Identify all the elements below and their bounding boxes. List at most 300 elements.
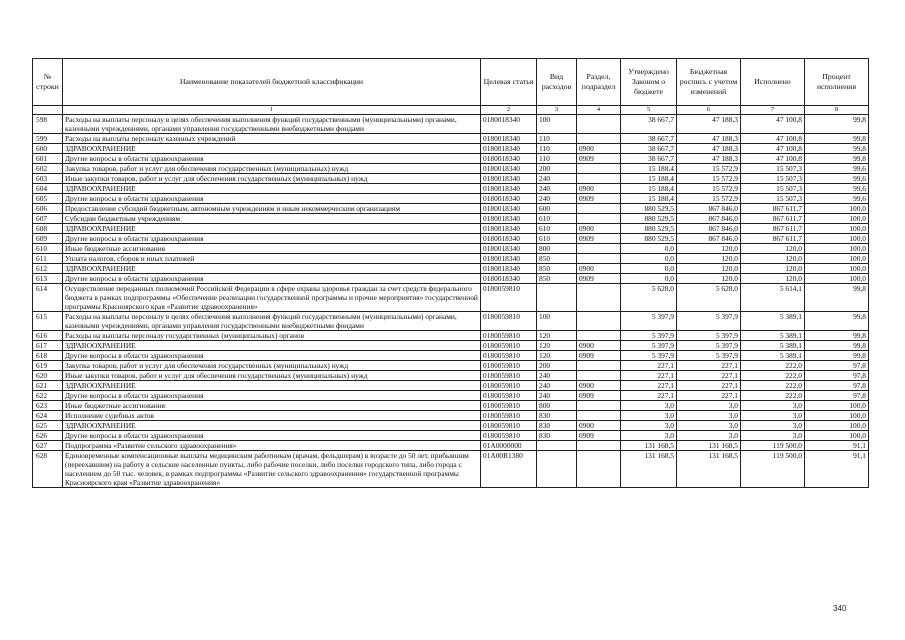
name-cell: Расходы на выплаты персоналу в целях обеспечения выполнения функций государственными (муниципальными) органами, казенными учреждениями, органами управления государственными внебюджетными фондами — [63, 312, 481, 331]
section-cell — [577, 361, 621, 371]
name-cell: Иные закупки товаров, работ и услуг для обеспечения государственных (муниципальных) нужд — [63, 371, 481, 381]
percent-cell: 100,0 — [805, 421, 869, 431]
approved-cell: 5 628,0 — [621, 284, 677, 312]
row-number-cell: 619 — [33, 361, 63, 371]
budget-list-cell: 120,0 — [677, 264, 741, 274]
section-cell — [577, 284, 621, 312]
expense-type-cell: 110 — [537, 154, 577, 164]
name-cell: Уплата налогов, сборов и иных платежей — [63, 254, 481, 264]
expense-type-cell: 240 — [537, 381, 577, 391]
budget-list-cell: 47 188,3 — [677, 144, 741, 154]
row-number-cell: 628 — [33, 451, 63, 488]
approved-cell: 38 667,7 — [621, 115, 677, 134]
budget-list-cell: 3,0 — [677, 401, 741, 411]
row-number-cell: 617 — [33, 341, 63, 351]
name-cell: ЗДРАВООХРАНЕНИЕ — [63, 381, 481, 391]
expense-type-cell — [537, 451, 577, 488]
table-row — [33, 312, 869, 331]
name-cell: Другие вопросы в области здравоохранения — [63, 351, 481, 361]
name-cell: Осуществление переданных полномочий Российской Федерации в сфере охраны здоровья граждан за счет средств федерального бюджета в рамках подпрограммы «Обеспечение реализации государственной программы и прочие мероприятия» государственной программы Красноярского края «Развитие здравоохранения» — [63, 284, 481, 312]
table-row — [33, 184, 869, 194]
budget-list-cell: 47 188,3 — [677, 115, 741, 134]
name-cell: Расходы на выплаты персоналу государственных (муниципальных) органов — [63, 331, 481, 341]
header-row — [33, 59, 869, 106]
row-number-cell: 613 — [33, 274, 63, 284]
percent-cell: 97,8 — [805, 361, 869, 371]
executed-cell: 867 611,7 — [741, 234, 805, 244]
section-cell: 0900 — [577, 381, 621, 391]
executed-cell: 15 507,3 — [741, 194, 805, 204]
table-row — [33, 234, 869, 244]
col-number: 2 — [481, 106, 537, 115]
table-row — [33, 391, 869, 401]
target-article-cell: 0180018340 — [481, 254, 537, 264]
approved-cell: 15 188,4 — [621, 184, 677, 194]
expense-type-cell: 800 — [537, 401, 577, 411]
table-row — [33, 341, 869, 351]
approved-cell: 131 168,5 — [621, 451, 677, 488]
expense-type-cell: 830 — [537, 411, 577, 421]
table-row — [33, 194, 869, 204]
expense-type-cell: 800 — [537, 244, 577, 254]
target-article-cell: 0180018340 — [481, 154, 537, 164]
expense-type-cell: 610 — [537, 214, 577, 224]
col-number: 8 — [805, 106, 869, 115]
table-body — [33, 115, 869, 488]
expense-type-cell: 200 — [537, 164, 577, 174]
percent-cell: 100,0 — [805, 234, 869, 244]
row-number-cell: 623 — [33, 401, 63, 411]
executed-cell: 222,0 — [741, 361, 805, 371]
column-number-row — [33, 106, 869, 115]
col-header-target-article: Целевая статья — [481, 59, 537, 106]
row-number-cell: 598 — [33, 115, 63, 134]
row-number-cell: 611 — [33, 254, 63, 264]
section-cell: 0909 — [577, 431, 621, 441]
table-row — [33, 244, 869, 254]
section-cell — [577, 312, 621, 331]
percent-cell: 100,0 — [805, 401, 869, 411]
table-row — [33, 134, 869, 144]
executed-cell: 15 507,3 — [741, 164, 805, 174]
section-cell — [577, 164, 621, 174]
table-row — [33, 421, 869, 431]
col-number: 3 — [537, 106, 577, 115]
executed-cell: 47 100,8 — [741, 115, 805, 134]
budget-list-cell: 120,0 — [677, 244, 741, 254]
percent-cell: 99,8 — [805, 115, 869, 134]
executed-cell: 15 507,3 — [741, 184, 805, 194]
name-cell: Иные закупки товаров, работ и услуг для обеспечения государственных (муниципальных) нужд — [63, 174, 481, 184]
budget-list-cell: 227,1 — [677, 371, 741, 381]
executed-cell: 15 507,3 — [741, 174, 805, 184]
col-number — [33, 106, 63, 115]
expense-type-cell: 240 — [537, 371, 577, 381]
col-header-executed: Исполнено — [741, 59, 805, 106]
table-row — [33, 351, 869, 361]
budget-list-cell: 47 188,3 — [677, 154, 741, 164]
name-cell: Единовременные компенсационные выплаты медицинским работникам (врачам, фельдшерам) в возрасте до 50 лет, прибывшим (переехавшим) на работу в сельские населенные пункты, либо рабочие поселки, либо поселки городского типа, либо города с населением до 50 тыс. человек, в рамках подпрограммы «Развитие сельского здравоохранения» государственной программы Красноярского края «Развитие здравоохранения» — [63, 451, 481, 488]
budget-list-cell: 15 572,9 — [677, 164, 741, 174]
target-article-cell: 0180018340 — [481, 134, 537, 144]
percent-cell: 97,8 — [805, 371, 869, 381]
budget-report-sheet — [32, 58, 868, 488]
percent-cell: 99,8 — [805, 312, 869, 331]
section-cell — [577, 254, 621, 264]
expense-type-cell: 610 — [537, 224, 577, 234]
expense-type-cell: 850 — [537, 274, 577, 284]
approved-cell: 5 397,9 — [621, 351, 677, 361]
percent-cell: 99,8 — [805, 144, 869, 154]
table-row — [33, 331, 869, 341]
expense-type-cell: 110 — [537, 134, 577, 144]
col-number: 7 — [741, 106, 805, 115]
table-row — [33, 115, 869, 134]
section-cell — [577, 204, 621, 214]
name-cell: Другие вопросы в области здравоохранения — [63, 274, 481, 284]
expense-type-cell: 600 — [537, 204, 577, 214]
target-article-cell: 0180059810 — [481, 371, 537, 381]
expense-type-cell: 610 — [537, 234, 577, 244]
name-cell: Закупка товаров, работ и услуг для обеспечения государственных (муниципальных) нужд — [63, 164, 481, 174]
executed-cell: 5 389,1 — [741, 351, 805, 361]
budget-list-cell: 867 846,0 — [677, 224, 741, 234]
row-number-cell: 621 — [33, 381, 63, 391]
approved-cell: 880 529,5 — [621, 214, 677, 224]
row-number-cell: 600 — [33, 144, 63, 154]
name-cell: Иные бюджетные ассигнования — [63, 244, 481, 254]
target-article-cell: 0180059810 — [481, 381, 537, 391]
row-number-cell: 610 — [33, 244, 63, 254]
section-cell — [577, 244, 621, 254]
name-cell: Закупка товаров, работ и услуг для обеспечения государственных (муниципальных) нужд — [63, 361, 481, 371]
approved-cell: 38 667,7 — [621, 154, 677, 164]
percent-cell: 99,6 — [805, 174, 869, 184]
target-article-cell: 0180059810 — [481, 351, 537, 361]
row-number-cell: 602 — [33, 164, 63, 174]
target-article-cell: 0180018340 — [481, 204, 537, 214]
executed-cell: 120,0 — [741, 274, 805, 284]
table-row — [33, 214, 869, 224]
budget-list-cell: 131 168,5 — [677, 441, 741, 451]
target-article-cell: 0180059810 — [481, 361, 537, 371]
budget-list-cell: 15 572,9 — [677, 174, 741, 184]
executed-cell: 120,0 — [741, 244, 805, 254]
approved-cell: 880 529,5 — [621, 224, 677, 234]
table-row — [33, 284, 869, 312]
table-row — [33, 224, 869, 234]
section-cell — [577, 371, 621, 381]
target-article-cell: 0180059810 — [481, 312, 537, 331]
budget-list-cell: 5 397,9 — [677, 341, 741, 351]
row-number-cell: 624 — [33, 411, 63, 421]
row-number-cell: 612 — [33, 264, 63, 274]
target-article-cell: 0180018340 — [481, 194, 537, 204]
section-cell: 0900 — [577, 184, 621, 194]
name-cell: Другие вопросы в области здравоохранения — [63, 431, 481, 441]
name-cell: Другие вопросы в области здравоохранения — [63, 234, 481, 244]
col-header-expense-type: Вид расходов — [537, 59, 577, 106]
row-number-cell: 609 — [33, 234, 63, 244]
table-row — [33, 411, 869, 421]
percent-cell: 100,0 — [805, 254, 869, 264]
target-article-cell: 0180018340 — [481, 264, 537, 274]
table-row — [33, 254, 869, 264]
budget-list-cell: 3,0 — [677, 421, 741, 431]
section-cell: 0900 — [577, 421, 621, 431]
table-row — [33, 361, 869, 371]
row-number-cell: 599 — [33, 134, 63, 144]
name-cell: ЗДРАВООХРАНЕНИЕ — [63, 341, 481, 351]
approved-cell: 15 188,4 — [621, 194, 677, 204]
target-article-cell: 0180018340 — [481, 274, 537, 284]
approved-cell: 3,0 — [621, 401, 677, 411]
section-cell: 0909 — [577, 154, 621, 164]
table-row — [33, 144, 869, 154]
executed-cell: 5 389,1 — [741, 341, 805, 351]
section-cell: 0900 — [577, 144, 621, 154]
name-cell: Расходы на выплаты персоналу в целях обеспечения выполнения функций государственными (муниципальными) органами, казенными учреждениями, органами управления государственными внебюджетными фондами — [63, 115, 481, 134]
row-number-cell: 608 — [33, 224, 63, 234]
row-number-cell: 601 — [33, 154, 63, 164]
executed-cell: 120,0 — [741, 254, 805, 264]
section-cell — [577, 441, 621, 451]
row-number-cell: 625 — [33, 421, 63, 431]
executed-cell: 5 389,1 — [741, 331, 805, 341]
row-number-cell: 627 — [33, 441, 63, 451]
name-cell: ЗДРАВООХРАНЕНИЕ — [63, 421, 481, 431]
expense-type-cell: 240 — [537, 184, 577, 194]
executed-cell: 119 500,0 — [741, 441, 805, 451]
executed-cell: 47 100,8 — [741, 154, 805, 164]
section-cell — [577, 174, 621, 184]
budget-list-cell: 120,0 — [677, 274, 741, 284]
row-number-cell: 614 — [33, 284, 63, 312]
row-number-cell: 604 — [33, 184, 63, 194]
executed-cell: 867 611,7 — [741, 204, 805, 214]
section-cell: 0900 — [577, 264, 621, 274]
approved-cell: 15 188,4 — [621, 174, 677, 184]
percent-cell: 99,8 — [805, 331, 869, 341]
target-article-cell: 0180018340 — [481, 224, 537, 234]
target-article-cell: 0180018340 — [481, 144, 537, 154]
col-number: 1 — [63, 106, 481, 115]
col-header-approved: Утверждено Законом о бюджете — [621, 59, 677, 106]
table-row — [33, 381, 869, 391]
table-row — [33, 441, 869, 451]
percent-cell: 99,8 — [805, 341, 869, 351]
budget-list-cell: 867 846,0 — [677, 204, 741, 214]
name-cell: ЗДРАВООХРАНЕНИЕ — [63, 264, 481, 274]
table-row — [33, 154, 869, 164]
section-cell — [577, 411, 621, 421]
budget-list-cell: 867 846,0 — [677, 234, 741, 244]
approved-cell: 227,1 — [621, 391, 677, 401]
expense-type-cell — [537, 441, 577, 451]
name-cell: Другие вопросы в области здравоохранения — [63, 154, 481, 164]
approved-cell: 5 397,9 — [621, 341, 677, 351]
percent-cell: 100,0 — [805, 274, 869, 284]
expense-type-cell: 200 — [537, 361, 577, 371]
target-article-cell: 0180018340 — [481, 184, 537, 194]
approved-cell: 880 529,5 — [621, 234, 677, 244]
name-cell: ЗДРАВООХРАНЕНИЕ — [63, 224, 481, 234]
row-number-cell: 605 — [33, 194, 63, 204]
section-cell — [577, 214, 621, 224]
approved-cell: 227,1 — [621, 381, 677, 391]
percent-cell: 100,0 — [805, 264, 869, 274]
approved-cell: 3,0 — [621, 411, 677, 421]
name-cell: ЗДРАВООХРАНЕНИЕ — [63, 144, 481, 154]
section-cell: 0900 — [577, 341, 621, 351]
expense-type-cell: 240 — [537, 391, 577, 401]
section-cell: 0909 — [577, 351, 621, 361]
percent-cell: 99,6 — [805, 184, 869, 194]
budget-list-cell: 15 572,9 — [677, 184, 741, 194]
target-article-cell: 0180059810 — [481, 411, 537, 421]
target-article-cell: 0180018340 — [481, 234, 537, 244]
target-article-cell: 0180059810 — [481, 401, 537, 411]
approved-cell: 3,0 — [621, 431, 677, 441]
section-cell — [577, 115, 621, 134]
approved-cell: 880 529,5 — [621, 204, 677, 214]
budget-list-cell: 227,1 — [677, 361, 741, 371]
row-number-cell: 622 — [33, 391, 63, 401]
section-cell — [577, 134, 621, 144]
target-article-cell: 0180018340 — [481, 174, 537, 184]
executed-cell: 867 611,7 — [741, 224, 805, 234]
col-number: 6 — [677, 106, 741, 115]
col-header-budget-list: Бюджетная роспись с учетом изменений — [677, 59, 741, 106]
section-cell — [577, 401, 621, 411]
budget-list-cell: 5 397,9 — [677, 331, 741, 341]
row-number-cell: 607 — [33, 214, 63, 224]
target-article-cell: 0180059810 — [481, 431, 537, 441]
target-article-cell: 01А00R1380 — [481, 451, 537, 488]
section-cell — [577, 451, 621, 488]
budget-list-cell: 131 168,5 — [677, 451, 741, 488]
approved-cell: 5 397,9 — [621, 312, 677, 331]
table-row — [33, 164, 869, 174]
page-number: 340 — [833, 604, 847, 613]
col-number: 4 — [577, 106, 621, 115]
expense-type-cell: 850 — [537, 254, 577, 264]
section-cell: 0909 — [577, 391, 621, 401]
table-row — [33, 451, 869, 488]
table-row — [33, 371, 869, 381]
executed-cell: 3,0 — [741, 401, 805, 411]
section-cell: 0900 — [577, 224, 621, 234]
name-cell: Исполнение судебных актов — [63, 411, 481, 421]
target-article-cell: 0180059810 — [481, 331, 537, 341]
percent-cell: 99,8 — [805, 154, 869, 164]
approved-cell: 38 667,7 — [621, 144, 677, 154]
budget-table — [32, 58, 869, 488]
col-number: 5 — [621, 106, 677, 115]
percent-cell: 91,1 — [805, 451, 869, 488]
budget-list-cell: 5 628,0 — [677, 284, 741, 312]
section-cell: 0909 — [577, 274, 621, 284]
name-cell: Другие вопросы в области здравоохранения — [63, 194, 481, 204]
row-number-cell: 618 — [33, 351, 63, 361]
percent-cell: 97,8 — [805, 381, 869, 391]
section-cell — [577, 331, 621, 341]
budget-list-cell: 47 188,3 — [677, 134, 741, 144]
executed-cell: 47 100,8 — [741, 144, 805, 154]
table-row — [33, 274, 869, 284]
percent-cell: 100,0 — [805, 411, 869, 421]
percent-cell: 100,0 — [805, 214, 869, 224]
percent-cell: 97,8 — [805, 391, 869, 401]
table-row — [33, 401, 869, 411]
percent-cell: 100,0 — [805, 204, 869, 214]
target-article-cell: 0180059810 — [481, 391, 537, 401]
col-header-name: Наименование показателей бюджетной классификации — [63, 59, 481, 106]
approved-cell: 0,0 — [621, 254, 677, 264]
budget-list-cell: 5 397,9 — [677, 351, 741, 361]
executed-cell: 867 611,7 — [741, 214, 805, 224]
executed-cell: 222,0 — [741, 381, 805, 391]
percent-cell: 99,8 — [805, 134, 869, 144]
name-cell: Субсидии бюджетным учреждениям — [63, 214, 481, 224]
expense-type-cell: 120 — [537, 341, 577, 351]
row-number-cell: 606 — [33, 204, 63, 214]
col-header-row-number: № строки — [33, 59, 63, 106]
approved-cell: 227,1 — [621, 371, 677, 381]
budget-list-cell: 15 572,9 — [677, 194, 741, 204]
name-cell: Подпрограмма «Развитие сельского здравоохранения» — [63, 441, 481, 451]
expense-type-cell: 120 — [537, 351, 577, 361]
name-cell: Расходы на выплаты персоналу казенных учреждений — [63, 134, 481, 144]
row-number-cell: 615 — [33, 312, 63, 331]
percent-cell: 99,8 — [805, 284, 869, 312]
expense-type-cell: 830 — [537, 421, 577, 431]
executed-cell: 5 389,1 — [741, 312, 805, 331]
budget-list-cell: 227,1 — [677, 381, 741, 391]
approved-cell: 0,0 — [621, 264, 677, 274]
percent-cell: 99,8 — [805, 351, 869, 361]
row-number-cell: 616 — [33, 331, 63, 341]
executed-cell: 119 500,0 — [741, 451, 805, 488]
approved-cell: 5 397,9 — [621, 331, 677, 341]
budget-list-cell: 867 846,0 — [677, 214, 741, 224]
expense-type-cell: 100 — [537, 312, 577, 331]
target-article-cell: 0180059810 — [481, 341, 537, 351]
target-article-cell: 0180018340 — [481, 164, 537, 174]
col-header-percent: Процент исполнения — [805, 59, 869, 106]
expense-type-cell: 830 — [537, 431, 577, 441]
approved-cell: 227,1 — [621, 361, 677, 371]
budget-list-cell: 120,0 — [677, 254, 741, 264]
expense-type-cell: 240 — [537, 174, 577, 184]
name-cell: ЗДРАВООХРАНЕНИЕ — [63, 184, 481, 194]
budget-list-cell: 3,0 — [677, 411, 741, 421]
executed-cell: 47 100,8 — [741, 134, 805, 144]
approved-cell: 131 168,5 — [621, 441, 677, 451]
target-article-cell: 0180018340 — [481, 244, 537, 254]
approved-cell: 0,0 — [621, 244, 677, 254]
percent-cell: 100,0 — [805, 224, 869, 234]
executed-cell: 222,0 — [741, 371, 805, 381]
budget-list-cell: 227,1 — [677, 391, 741, 401]
row-number-cell: 626 — [33, 431, 63, 441]
budget-list-cell: 3,0 — [677, 431, 741, 441]
approved-cell: 0,0 — [621, 274, 677, 284]
executed-cell: 120,0 — [741, 264, 805, 274]
expense-type-cell: 110 — [537, 144, 577, 154]
target-article-cell: 0180018340 — [481, 214, 537, 224]
section-cell: 0909 — [577, 194, 621, 204]
